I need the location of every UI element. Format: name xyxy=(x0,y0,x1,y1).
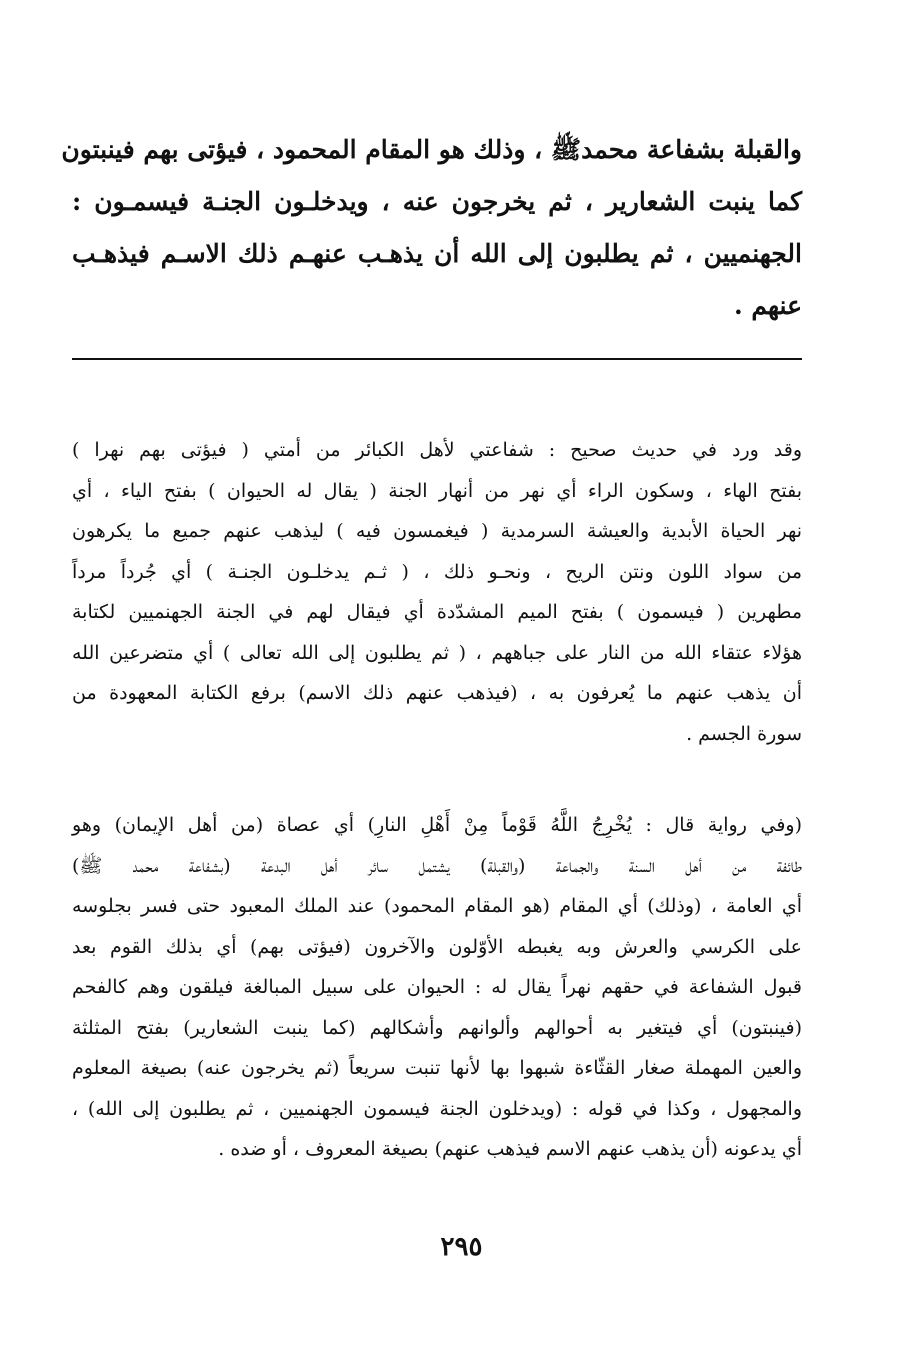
commentary-line: أي العامة ، (وذلك) أي المقام (هو المقام المحمود) عند الملك المعبود حتى فسر بجلوسه xyxy=(72,895,802,917)
section-separator-rule xyxy=(72,358,802,360)
commentary-line: سورة الجسم . xyxy=(686,722,802,745)
main-text-line: الجهنميين ، ثم يطلبون إلى الله أن يذهـب عنهـم ذلك الاسـم فيذهـب xyxy=(72,239,802,268)
commentary-line: والمجهول ، وكذا في قوله : (ويدخلون الجنة فيسمون الجهنميين ، ثم يطلبون إلى الله) ، xyxy=(72,1097,802,1120)
commentary-line: (وفي رواية قال : يُخْرِجُ اللَّهُ قَوْماً مِنْ أَهْلِ النارِ) أي عصاة (من أهل الإيمان) وهو xyxy=(72,814,802,836)
commentary-line: وقد ورد في حديث صحيح : شفاعتي لأهل الكبائر من أمتي ( فيؤتى بهم نهرا ) xyxy=(72,439,802,461)
main-text-line: والقبلة بشفاعة محمدﷺ ، وذلك هو المقام المحمود ، فيؤتى بهم فينبتون xyxy=(61,135,802,164)
commentary-line: من سواد اللون ونتن الريح ، ونحـو ذلك ، ( ثـم يدخلـون الجنـة ) أي جُرداً مرداً xyxy=(72,560,802,583)
commentary-line: (فينبتون) أي فيتغير به أحوالهم وألوانهم وأشكالهم (كما ينبت الشعارير) بفتح المثلثة xyxy=(72,1016,802,1039)
main-hadith-text xyxy=(61,124,802,332)
commentary-line: أي يدعونه (أن يذهب عنهم الاسم فيذهب عنهم) بصيغة المعروف ، أو ضده . xyxy=(218,1138,802,1160)
commentary-line: أن يذهب عنهم ما يُعرفون به ، (فيذهب عنهم ذلك الاسم) برفع الكتابة المعهودة من xyxy=(72,682,802,704)
commentary-paragraph-2 xyxy=(72,805,802,1170)
commentary-line: هؤلاء عتقاء الله من النار على جباههم ، ( ثم يطلبون إلى الله تعالى ) أي متضرعين الله xyxy=(72,641,802,664)
main-text-line: كما ينبت الشعارير ، ثم يخرجون عنه ، ويدخلـون الجنـة فيسمـون : xyxy=(72,187,802,216)
commentary-line: طائفة من أهل السنة والجماعة (والقبلة) يشتمل سائر أهل البدعة (بشفاعة محمد ﷺ) xyxy=(72,854,802,877)
commentary-line: نهر الحياة الأبدية والعيشة السرمدية ( فيغمسون فيه ) ليذهب عنهم جميع ما يكرهون xyxy=(72,520,802,542)
page-number: ٢٩٥ xyxy=(440,1232,483,1262)
commentary-paragraph-1 xyxy=(72,430,802,754)
main-text-line: عنهم . xyxy=(733,291,802,320)
commentary-line: والعين المهملة صغار القثّاءة شبهوا بها لأنها تنبت سريعاً (ثم يخرجون عنه) بصيغة المعلوم xyxy=(72,1057,802,1079)
commentary-line: على الكرسي والعرش وبه يغبطه الأوّلون والآخرون (فيؤتى بهم) أي بذلك القوم بعد xyxy=(72,935,802,958)
commentary-line: قبول الشفاعة في حقهم نهراً يقال له : الحيوان على سبيل المبالغة فيلقون وهم كالفحم xyxy=(72,976,802,998)
commentary-line: بفتح الهاء ، وسكون الراء أي نهر من أنهار الجنة ( يقال له الحيوان ) بفتح الياء ، أي xyxy=(72,479,802,502)
commentary-line: مطهرين ( فيسمون ) بفتح الميم المشدّدة أي فيقال لهم في الجنة الجهنميين لكتابة xyxy=(72,601,802,623)
